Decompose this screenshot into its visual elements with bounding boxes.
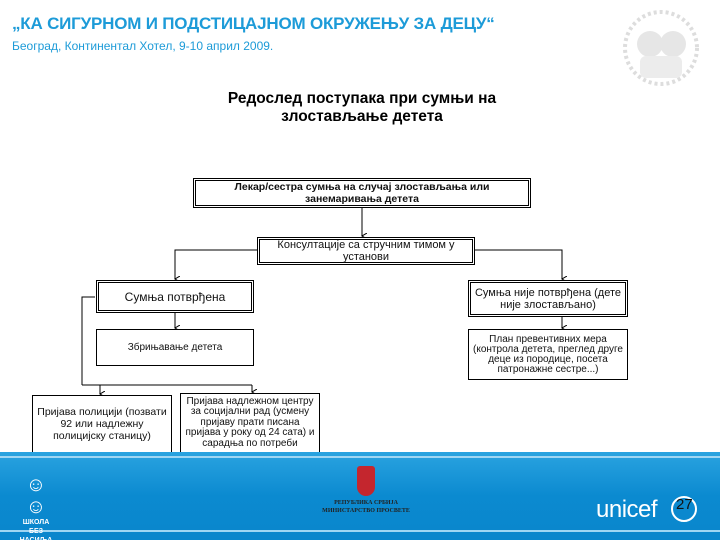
flow-consult-box: Консултације са стручним тимом у установи [257,237,475,265]
conference-title: „КА СИГУРНОМ И ПОДСТИЦАЈНОМ ОКРУЖЕЊУ ЗА ДЕЦУ“ [12,14,495,33]
footer-band [0,452,720,544]
flow-care-box: Збрињавање детета [96,329,254,366]
ministry-text: МИНИСТАРСТВО ПРОСВЕТЕ [322,508,410,514]
flow-police-box: Пријава полицији (позвати 92 или надлежну полицијску станицу) [32,395,172,453]
heading-line: Редослед поступака при сумњи на [227,90,497,107]
school-logo [16,474,56,545]
unicef-logo: unicef [596,496,658,523]
divider [0,456,720,458]
flow-not-confirmed-box: Сумња није потврђена (дете није злостављано) [468,280,628,317]
page-number: 27 [676,496,693,513]
serbia-coat-of-arms-icon [357,466,375,496]
ministry-logo [316,466,416,515]
school-figures-icon: ☺☺ [25,474,47,518]
conference-subtitle: Београд, Континентал Хотел, 9-10 април 2009. [12,39,274,53]
heading-line: злостављање детета [281,108,443,125]
flow-prevention-box: План превентивних мера (контрола детета, преглед друге деце из породице, посета патронажне сестре...) [468,329,628,380]
school-logo-text: ШКОЛА [22,519,50,526]
flow-social-box: Пријава надлежном центру за социјални рад (усмену пријаву прати писана пријава у року од 24 сата) и сарадња по потреби [180,393,320,453]
flow-start-box: Лекар/сестра сумња на случај злостављања или занемаривања детета [193,178,531,208]
divider [0,530,720,532]
flow-confirmed-box: Сумња потврђена [96,280,254,313]
ministry-text: РЕПУБЛИКА СРБИЈА [334,500,398,506]
school-logo-text: БЕЗ НАСИЉА [19,528,53,544]
